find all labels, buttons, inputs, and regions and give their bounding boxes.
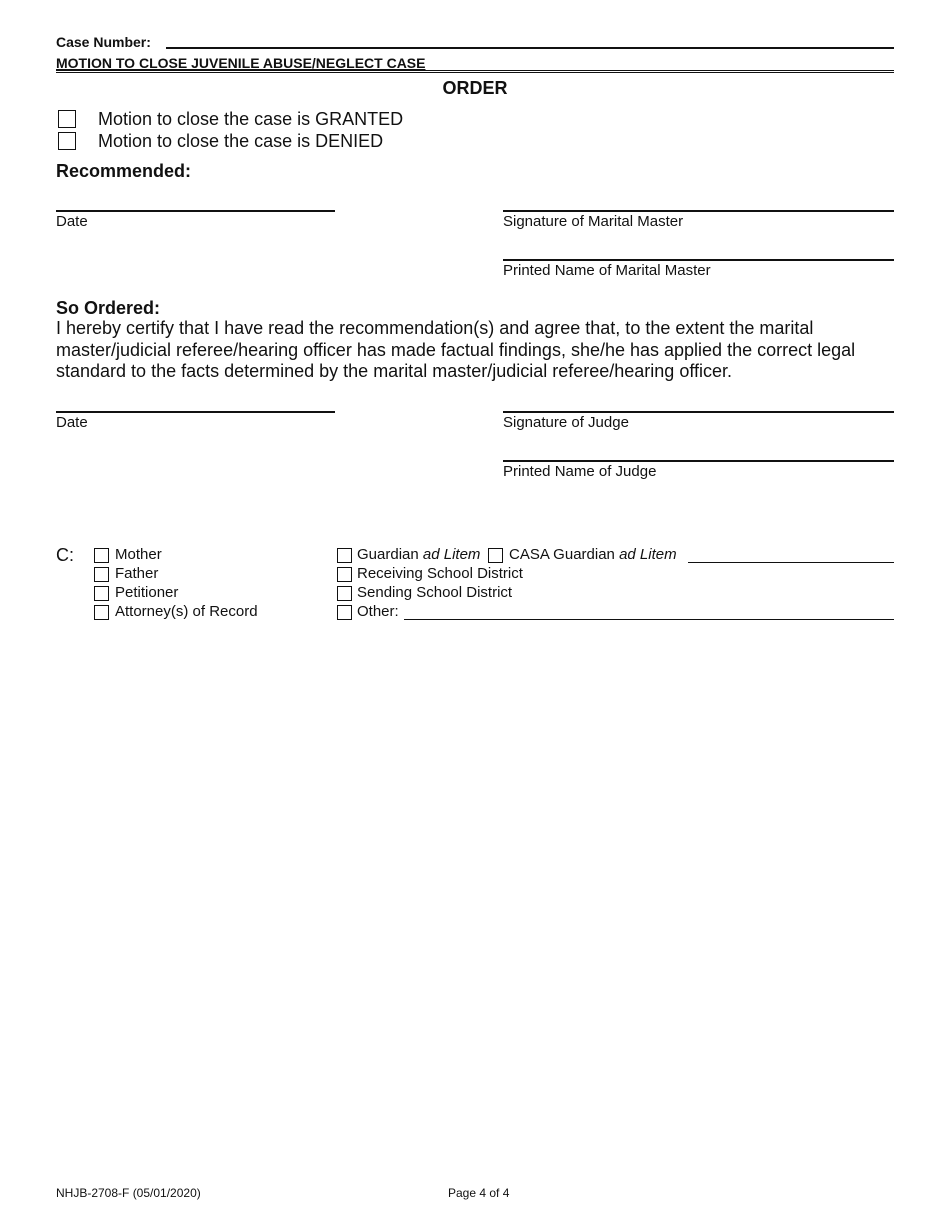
mother-label: Mother [115,546,162,563]
judge-name-label: Printed Name of Judge [503,463,657,480]
marital-master-signature-label: Signature of Marital Master [503,213,684,230]
order-title: ORDER [442,78,508,98]
marital-master-signature-line[interactable] [503,210,894,212]
father-label: Father [115,565,159,582]
title-rule-bottom [56,72,894,73]
marital-master-name-label: Printed Name of Marital Master [503,262,711,279]
denied-label: Motion to close the case is DENIED [98,131,384,151]
petitioner-checkbox[interactable] [94,586,109,601]
guardian-ad-litem-checkbox[interactable] [337,548,352,563]
other-checkbox[interactable] [337,605,352,620]
judge-date-line[interactable] [56,411,335,413]
judge-date-label: Date [56,414,88,431]
granted-checkbox[interactable] [58,110,76,128]
page-number: Page 4 of 4 [448,1186,510,1200]
petitioner-label: Petitioner [115,584,179,601]
case-number-field[interactable] [166,47,894,49]
mother-checkbox[interactable] [94,548,109,563]
attorney-label: Attorney(s) of Record [115,603,258,620]
casa-guardian-checkbox[interactable] [488,548,503,563]
other-label: Other: [357,603,399,620]
recommended-date-label: Date [56,213,88,230]
judge-name-line[interactable] [503,460,894,462]
recommended-heading: Recommended: [56,161,192,181]
recommended-date-line[interactable] [56,210,335,212]
guardian-ad-litem-label: Guardian ad Litem [357,546,481,563]
casa-guardian-name-line[interactable] [688,562,894,563]
casa-guardian-label: CASA Guardian ad Litem [509,546,677,563]
form-id: NHJB-2708-F (05/01/2020) [56,1186,201,1200]
sending-school-checkbox[interactable] [337,586,352,601]
copies-label: C: [56,545,74,565]
case-number-label: Case Number: [56,34,151,50]
denied-checkbox[interactable] [58,132,76,150]
other-line[interactable] [404,619,894,620]
attorney-checkbox[interactable] [94,605,109,620]
sending-school-label: Sending School District [357,584,513,601]
certification-text: I hereby certify that I have read the recommendation(s) and agree that, to the extent the marital master/judicial referee/hearing officer has made factual findings, she/he has applied the correct legal standard to the facts determined by the marital master/judicial referee/hearing officer. [56,318,856,381]
receiving-school-checkbox[interactable] [337,567,352,582]
form-title: MOTION TO CLOSE JUVENILE ABUSE/NEGLECT CASE [56,55,426,71]
granted-label: Motion to close the case is GRANTED [98,109,404,129]
so-ordered-heading: So Ordered: [56,298,161,318]
marital-master-name-line[interactable] [503,259,894,261]
title-rule-top [56,70,894,71]
judge-signature-line[interactable] [503,411,894,413]
judge-signature-label: Signature of Judge [503,414,629,431]
father-checkbox[interactable] [94,567,109,582]
receiving-school-label: Receiving School District [357,565,523,582]
